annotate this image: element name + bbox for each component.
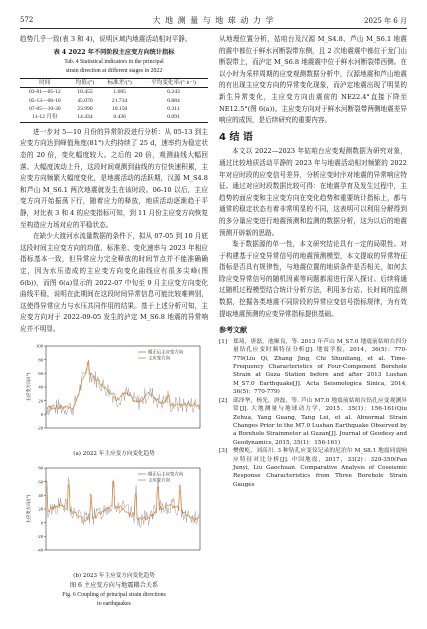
reference-text: 邱泽华，杨光，唐磊，等. 芦山 M7.0 地震前姑咱台钻孔应变观测异常[J]. 大地测量与地球动力学，2015，35(1)：156-161(Qiu Zehua, Yang Guang, Tang Lei, et al. Abnormal Strain Changes Prior to the M7.0 Lushan Earthquake Observed by a Borehole Strainmeter at Guzan[J]. Journal of Geodesy and Geodynamics, 2015, 35(1)：156-161) — [233, 397, 407, 446]
panel-caption: (a) 2022 年主应变方向变化趋势 — [73, 450, 155, 457]
left-column — [20, 34, 208, 609]
y-tick-label: 80 — [38, 356, 43, 362]
reference-item — [219, 397, 407, 447]
journal-name: 大 地 测 量 与 地 球 动 力 学 — [152, 16, 275, 25]
figure-caption-en: Fig. 6 Coupling of principal strain directions — [62, 591, 166, 598]
y-tick-label: -40 — [36, 547, 43, 553]
y-tick-label: 100 — [36, 343, 43, 349]
table-title-en: strain direction at different stages in 2022 — [65, 68, 163, 75]
table-cell: 0.243 — [167, 89, 180, 96]
page-header — [20, 14, 407, 29]
table-cell: 10.455 — [77, 89, 93, 96]
page-number: 572 — [20, 16, 34, 24]
table-cell: 23.990 — [77, 106, 93, 112]
table-cell: 14.434 — [70, 113, 101, 122]
legend-label: 主应变方向 — [148, 478, 170, 484]
reference-item — [219, 338, 407, 397]
y-tick-label: 80 — [38, 465, 43, 471]
legend-label: 模正后主应变方向 — [148, 472, 184, 478]
y-tick-label: -20 — [36, 425, 43, 431]
paragraph: 在缺少大渡河水流量数据的条件下，拟从 07-05 到 10 月底这段时间主应变方向的均值、标准差、变化速率与 2023 年相应指标基本一致，但异常应力完全释放的时间节点并不能准确确定，因为水压造成的主应变方向变化曲线应有很多尖峰(图 6(b))，而图 6(a)显示的 2022-07 中旬至 9 月主应变方向变化曲线平稳，说明在此期间在这段时间异常信息可能比较难辨别，这使得异常应力与水压共同作用的结果。基于上述分析可知，主应变方向对于 2022-09-05 发生的泸定 M_S6.8 地震的异常响应并不明显。 — [20, 232, 208, 333]
table-cell: 0.884 — [167, 97, 180, 104]
reference-number: [3] — [219, 448, 228, 455]
table-title-en: Tab. 4 Statistical indicators in the principal — [64, 58, 164, 65]
reference-text: 樊俊屹，刘高川. 3 种钻孔应变仪记录的尼泊尔 M_S8.1 地震同震响应特征对比分析[J]. 中国地震，2017，33(2)：329-350(Fan Junyi, Liu Gaochuan. Comparative Analysis of Coseismic Response Characteristics from Three Borehole Strain Gauges — [233, 448, 407, 488]
table-title: 表 4 2022 年不同阶段主应变方向统计指标 — [53, 48, 175, 56]
table-cell: 05-13—06-10 — [28, 97, 61, 104]
y-tick-label: 0 — [40, 411, 43, 417]
table-cell: 0.091 — [139, 113, 208, 122]
reference-item — [219, 447, 407, 489]
legend-label: 模正后主应变方向 — [148, 350, 184, 356]
table-header: 均值/(°) — [70, 78, 101, 87]
references-title: 参考文献 — [219, 326, 247, 335]
table-cell: 21.734 — [111, 97, 128, 104]
y-tick-label: 20 — [38, 506, 43, 512]
chart-2022 — [24, 340, 206, 440]
paragraph: 本文以 2022—2023 年姑咱台应变观测数据为研究对象，通过比较地质活动平静的 2023 年与地震活动相对频繁的 2022 年对应时段的应变信号差异，分析应变时序对地震的异常响应特征。通过对应时段数据比较可得：在地震孕育及发生过程中，主趋势的面应变和主应变方向在变化趋势和重要统计指标上，都与通常的稳定状态有着非常明显的不同，这表明可以利用分解得到的多分量应变进行地震预测和监测的数据分析，这为以后的地震预测开辟新的思路。 — [219, 147, 407, 237]
stats-table — [20, 78, 208, 123]
figure-caption-en: to earthquakes — [97, 601, 131, 608]
y-tick-label: -20 — [36, 533, 43, 539]
table-row — [20, 97, 208, 105]
reference-number: [1] — [219, 338, 228, 345]
table-row — [20, 113, 208, 122]
table-header: 时间 — [20, 78, 70, 87]
section-title: 4 结 语 — [219, 131, 253, 143]
y-tick-label: 0 — [40, 519, 43, 525]
table-cell: 11-12 月份 — [20, 113, 70, 122]
reference-text: 郑琦，唐磊，池顺良，等. 2013 年芦山 M_S7.0 地震前姑咱台四分量钻孔应变时频特征分析[J]. 地震学报，2014，36(5)：770-779(Liu Qi, Zhang Jing, Chi Shunliang, et al. Time-Frequency Characteristics of Four-Component Borehole Strain at Guza Station before and after 2013 Lushan M_S7.0 Earthquake[J]. Acta Seismologica Sinica, 2014, 36(5)：770-779) — [233, 338, 407, 396]
y-tick-label: 60 — [38, 478, 43, 484]
y-tick-label: 40 — [38, 384, 43, 390]
right-column — [219, 34, 407, 489]
figure-panel-a — [24, 340, 206, 450]
legend-label: 主应变方向 — [148, 356, 170, 362]
paragraph: 鉴于数据源的单一性，本文研究结论具有一定的局限性。对于构建基于应变异常信号的地震预测模型，本文提取的异常特征指标是否具有规律性，与地震位置的地质条件是否相关，如何去除应变异常信号的随机因素等问题都需进行深入探讨。后续将通过随机过程模型结合统计分析方法，利用多台站、长时间的监测数据，挖掘各类地震不同阶段的异常应变信号指标规律，为有效提取地震预测的应变异常指标提供基础。 — [219, 240, 407, 318]
paragraph: 趋势几乎一致(表 3 和 4)，说明区域内地震活动相对平静。 — [20, 35, 192, 43]
figure-caption: 图 6 主应变方向与地震耦合关系 — [69, 581, 159, 589]
table-cell: 10.150 — [111, 106, 128, 112]
reference-number: [2] — [219, 397, 228, 404]
panel-caption: (b) 2023 年主应变方向变化趋势 — [73, 572, 155, 579]
chart-2023 — [24, 462, 206, 562]
table-cell: 45.070 — [77, 97, 93, 104]
series-line-raw — [46, 477, 200, 527]
issue-date: 2025 年 6 月 — [364, 17, 407, 25]
y-tick-label: 20 — [38, 397, 43, 403]
figure-panel-b — [24, 462, 206, 572]
table-cell: 07-05—10-30 — [28, 106, 61, 112]
plot-frame — [46, 346, 200, 428]
table-cell: 1.685 — [113, 89, 126, 96]
table-row — [20, 88, 208, 97]
y-tick-label: 60 — [38, 370, 43, 376]
table-cell: 03-01—05-12 — [28, 89, 61, 96]
table-row — [20, 105, 208, 113]
paragraph: 进一步对 5—10 月份的异常阶段进行分析：从 05-13 到主应变方向达到峰值角度(81°)大约持续了 25 d，速率约为稳定状态的 20 倍，变化幅度较大。之后的 20 倍，观测曲线大幅回落、大幅度波动上升，这段时间观测到曲线的方位快速积累，主应变方向频繁大幅度变化，是地震活动的活跃期，汉源 M_S4.8 和芦山 M_S6.1 两次地震就发生在该时段。06-10 以后，主应变方向开始振荡下行，随着应力的释放，地质活动逐渐趋于平静，对比表 3 和 4 的应变指标可知，到 11 月份主应变方向恢复至构造应力场对应的平稳状态。 — [20, 127, 208, 229]
series-line-raw — [46, 361, 200, 415]
y-axis-label: 主应变方向/(°) — [27, 371, 32, 402]
paragraph: 从地理位置分析，姑咱台及汉源 M_S4.8、芦山 M_S6.1 地震的震中都位于鲜水河断裂带东侧，且 2 次地震震中都位于龙门山断裂带上，而泸定 M_S6.8 地震震中位于鲜水河断裂带西侧。在以小时为采样周期的应变观测数据分析中，汉源地震和芦山地震的有出现主应变方向的异常变化现象，而泸定地震出现了明显的新生异常变化，主应变方向由震前的 NE22.4°直接下降至 NE12.5°(图 6(a))。主应变方向对于鲜水河断裂带两侧地震差异响应的成因，是后续研究的重要内容。 — [219, 35, 407, 125]
y-axis-label: 主应变方向/(°) — [27, 493, 32, 524]
table-cell: 0.436 — [100, 113, 139, 122]
table-cell: 0.311 — [167, 106, 180, 112]
y-tick-label: 40 — [38, 492, 43, 498]
table-header: 平均变化率/(°·h⁻¹) — [139, 78, 208, 87]
table-header: 标准差/(°) — [100, 78, 139, 87]
